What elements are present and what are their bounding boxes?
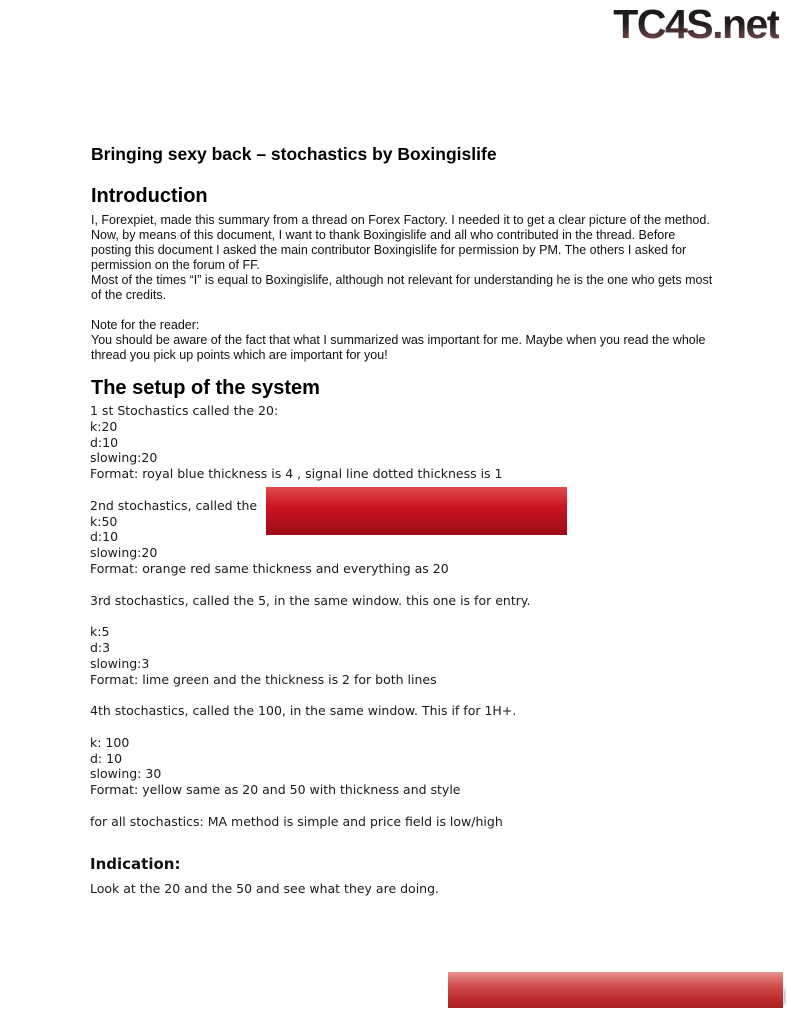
indication-heading: Indication: (90, 855, 181, 873)
setup-line: d:10 (90, 529, 119, 545)
setup-line: 1 st Stochastics called the 20: (90, 403, 279, 418)
dlsub-watermark (266, 487, 567, 535)
setup-lines (90, 403, 735, 830)
setup-line: Format: royal blue thickness is 4 , signal line dotted thickness is 1 (90, 466, 503, 482)
setup-line: 3rd stochastics, called the 5, in the same window. this one is for entry. (90, 592, 531, 608)
dlsub-watermark-text (266, 487, 567, 535)
setup-line: k:50 (90, 513, 118, 529)
reader-note-body: You should be aware of the fact that what I summarized was important for me. Maybe when you read the whole thread you pick up points which are important for you! (91, 333, 706, 362)
setup-line: for all stochastics: MA method is simple and price field is low/high (90, 813, 503, 829)
setup-line: d:3 (90, 639, 111, 655)
setup-line: k: 100 (90, 734, 130, 750)
reader-note (91, 318, 713, 363)
setup-line: slowing:3 (90, 655, 150, 671)
setup-line: k:5 (90, 624, 110, 640)
setup-line: 4th stochastics, called the 100, in the same window. This if for 1H+. (90, 703, 517, 719)
setup-line (90, 798, 735, 814)
setup-line: d: 10 (90, 750, 123, 766)
setup-line (90, 687, 735, 703)
doc-title: Bringing sexy back – stochastics by Boxingislife (91, 144, 497, 164)
intro-heading: Introduction (91, 185, 208, 207)
tc4s-site-logo: TC4S.net (613, 1, 779, 47)
setup-line: k:20 (90, 418, 118, 434)
setup-line: slowing:20 (90, 545, 158, 561)
setup-line: Format: yellow same as 20 and 50 with thickness and style (90, 782, 461, 798)
tradersxtreme-site-logo (448, 972, 783, 1008)
reader-note-label: Note for the reader: (91, 318, 200, 332)
setup-line (90, 577, 735, 593)
setup-line: 2nd stochastics, called the (90, 497, 258, 513)
setup-line: d:10 (90, 434, 119, 450)
intro-paragraph-1: I, Forexpiet, made this summary from a thread on Forex Factory. I needed it to get a clear picture of the method. Now, by means of this document, I want to thank Boxingislife and all who contributed in the thread. Before posting this document I asked the main contributor Boxingislife for permission by PM. The others I asked for permission on the forum of FF. (91, 213, 710, 272)
setup-heading: The setup of the system (91, 377, 320, 399)
setup-line: Format: lime green and the thickness is 2 for both lines (90, 671, 437, 687)
indication-body: Look at the 20 and the 50 and see what they are doing. (90, 881, 440, 896)
setup-line (90, 608, 735, 624)
setup-line: slowing: 30 (90, 766, 162, 782)
setup-line (90, 719, 735, 735)
setup-line: slowing:20 (90, 450, 158, 466)
intro-paragraph-2: Most of the times “I” is equal to Boxingislife, although not relevant for understanding he is the one who gets most of the credits. (91, 273, 713, 302)
setup-line: Format: orange red same thickness and everything as 20 (90, 560, 449, 576)
tradersxtreme-logo-text (448, 972, 783, 1008)
intro-text-block (91, 213, 713, 363)
